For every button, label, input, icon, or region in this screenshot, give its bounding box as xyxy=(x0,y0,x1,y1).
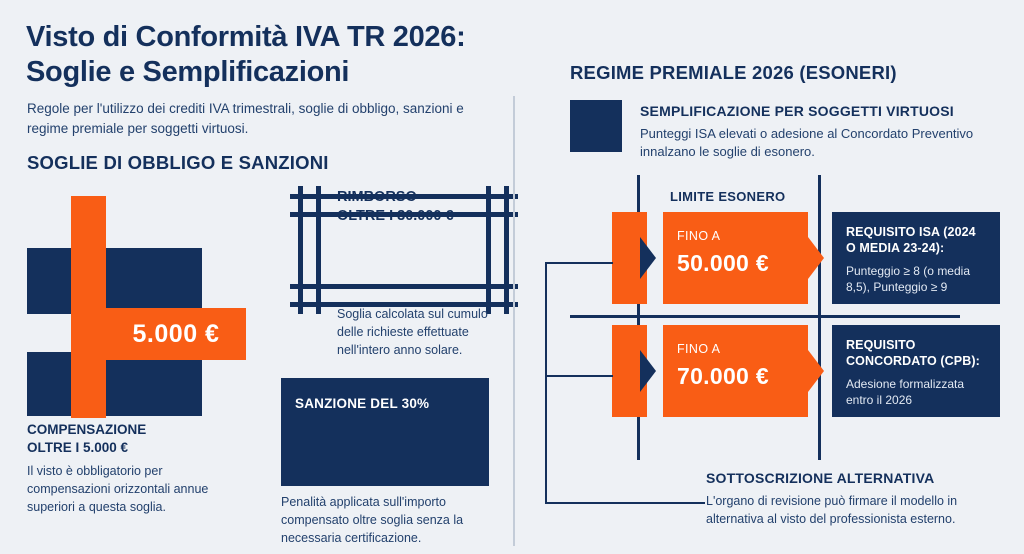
requisito-body-2: Adesione formalizzata entro il 2026 xyxy=(846,376,965,407)
arrow-right-icon-3 xyxy=(808,237,824,279)
requisito-card-2 xyxy=(832,325,1000,417)
sottoscrizione-title: SOTTOSCRIZIONE ALTERNATIVA xyxy=(706,470,935,486)
connector-horizontal-3 xyxy=(545,502,705,504)
sanzione-body: Penalità applicata sull'importo compensato oltre soglia senza la necessaria certificazione. xyxy=(281,495,464,546)
rimborso-label-line2: OLTRE I 30.000 € xyxy=(337,208,454,225)
semplificazione-body: Punteggi ISA elevati o adesione al Concordato Preventivo innalzano le soglie di esonero. xyxy=(640,126,974,160)
amount-value-2: 70.000 € xyxy=(677,363,769,389)
compensazione-body: Il visto è obbligatorio per compensazioni orizzontali annue superiori a questa soglia. xyxy=(27,464,209,515)
requisito-card-1 xyxy=(832,212,1000,304)
connector-horizontal-2 xyxy=(545,375,613,377)
sanzione-card xyxy=(281,378,489,486)
navy-block-lower xyxy=(27,352,202,416)
arrow-right-icon-4 xyxy=(808,350,824,392)
rimborso-label-line1: RIMBORSO xyxy=(337,189,417,205)
requisito-body-1: Punteggio ≥ 8 (o media 8,5), Punteggio ≥ 9 xyxy=(846,263,970,294)
requisito-title-2: REQUISITO CONCORDATO (CPB): xyxy=(846,338,980,369)
threshold-callout: 5.000 € xyxy=(106,308,246,360)
sottoscrizione-body: L'organo di revisione può firmare il modello in alternativa al visto del professionista esterno. xyxy=(706,494,958,527)
section-heading-left: SOGLIE DI OBBLIGO E SANZIONI xyxy=(27,152,329,173)
semplificazione-swatch xyxy=(570,100,622,152)
rimborso-body: Soglia calcolata sul cumulo delle richieste effettuate nell'intero anno solare. xyxy=(337,307,488,358)
limite-esonero-label: LIMITE ESONERO xyxy=(670,189,786,204)
amount-card-1 xyxy=(663,212,808,304)
page-title xyxy=(26,20,556,91)
compensazione-label-line1: COMPENSAZIONE xyxy=(27,422,147,437)
connector-horizontal-1 xyxy=(545,262,613,264)
amount-prefix-2: FINO A xyxy=(677,342,721,356)
amount-prefix-1: FINO A xyxy=(677,229,721,243)
arrow-right-icon-1 xyxy=(640,237,656,279)
semplificazione-title: SEMPLIFICAZIONE PER SOGGETTI VIRTUOSI xyxy=(640,103,954,119)
section-heading-right: REGIME PREMIALE 2026 (ESONERI) xyxy=(570,62,897,83)
column-divider xyxy=(513,96,515,546)
amount-value-1: 50.000 € xyxy=(677,250,769,276)
compensazione-label xyxy=(27,421,242,457)
rimborso-label xyxy=(337,188,537,227)
right-grid-hline-1 xyxy=(570,315,960,318)
compensazione-label-line2: OLTRE I 5.000 € xyxy=(27,439,129,455)
amount-card-2 xyxy=(663,325,808,417)
navy-block-upper xyxy=(27,248,202,314)
orange-vertical-bar xyxy=(71,196,106,418)
page-title-line1: Visto di Conformità IVA TR 2026: xyxy=(26,21,466,53)
sanzione-label: SANZIONE DEL 30% xyxy=(295,396,430,411)
requisito-title-1: REQUISITO ISA (2024 O MEDIA 23-24): xyxy=(846,225,976,256)
page-title-line2: Soglie e Semplificazioni xyxy=(26,56,350,89)
connector-vertical xyxy=(545,262,547,504)
arrow-right-icon-2 xyxy=(640,350,656,392)
page-subtitle: Regole per l'utilizzo dei crediti IVA trimestrali, soglie di obbligo, sanzioni e regime premiale per soggetti virtuosi. xyxy=(27,101,464,136)
